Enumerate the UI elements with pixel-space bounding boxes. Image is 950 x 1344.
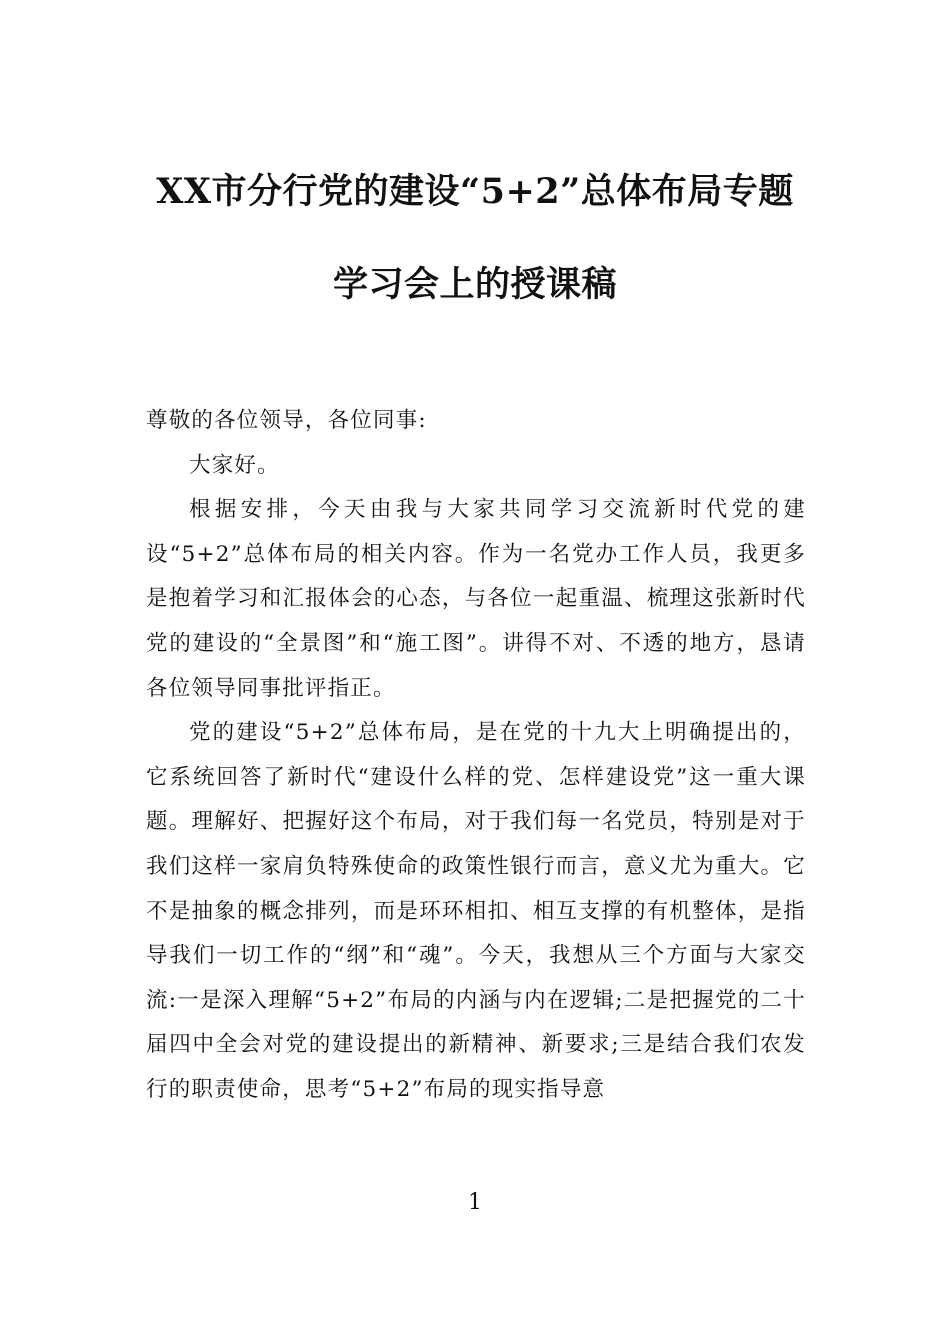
greeting: 大家好。 bbox=[189, 452, 280, 478]
salutation: 尊敬的各位领导，各位同事: bbox=[146, 408, 427, 433]
page-number: 1 bbox=[468, 1190, 482, 1215]
document-body bbox=[146, 399, 806, 1113]
paragraph-1: 根据安排，今天由我与大家共同学习交流新时代党的建设“5+2”总体布局的相关内容。作为一名党办工作人员，我更多是抱着学习和汇报体会的心态，与各位一起重温、梳理这张新时代党的建设的“全景图”和“施工图”。讲得不对、不透的地方，恳请各位领导同事批评指正。 bbox=[146, 497, 806, 701]
document-title-line-1: XX市分行党的建设“5+2”总体布局专题 bbox=[156, 171, 794, 212]
document-title-line-2: 学习会上的授课稿 bbox=[332, 264, 617, 305]
paragraph-2: 党的建设“5+2”总体布局，是在党的十九大上明确提出的，它系统回答了新时代“建设什么样的党、怎样建设党”这一重大课题。理解好、把握好这个布局，对于我们每一名党员，特别是对于我们这样一家肩负特殊使命的政策性银行而言，意义尤为重大。它不是抽象的概念排列，而是环环相扣、相互支撑的有机整体，是指导我们一切工作的“纲”和“魂”。今天，我想从三个方面与大家交流:一是深入理解“5+2”布局的内涵与内在逻辑;二是把握党的二十届四中全会对党的建设提出的新精神、新要求;三是结合我们农发行的职责使命，思考“5+2”布局的现实指导意 bbox=[146, 720, 806, 1102]
